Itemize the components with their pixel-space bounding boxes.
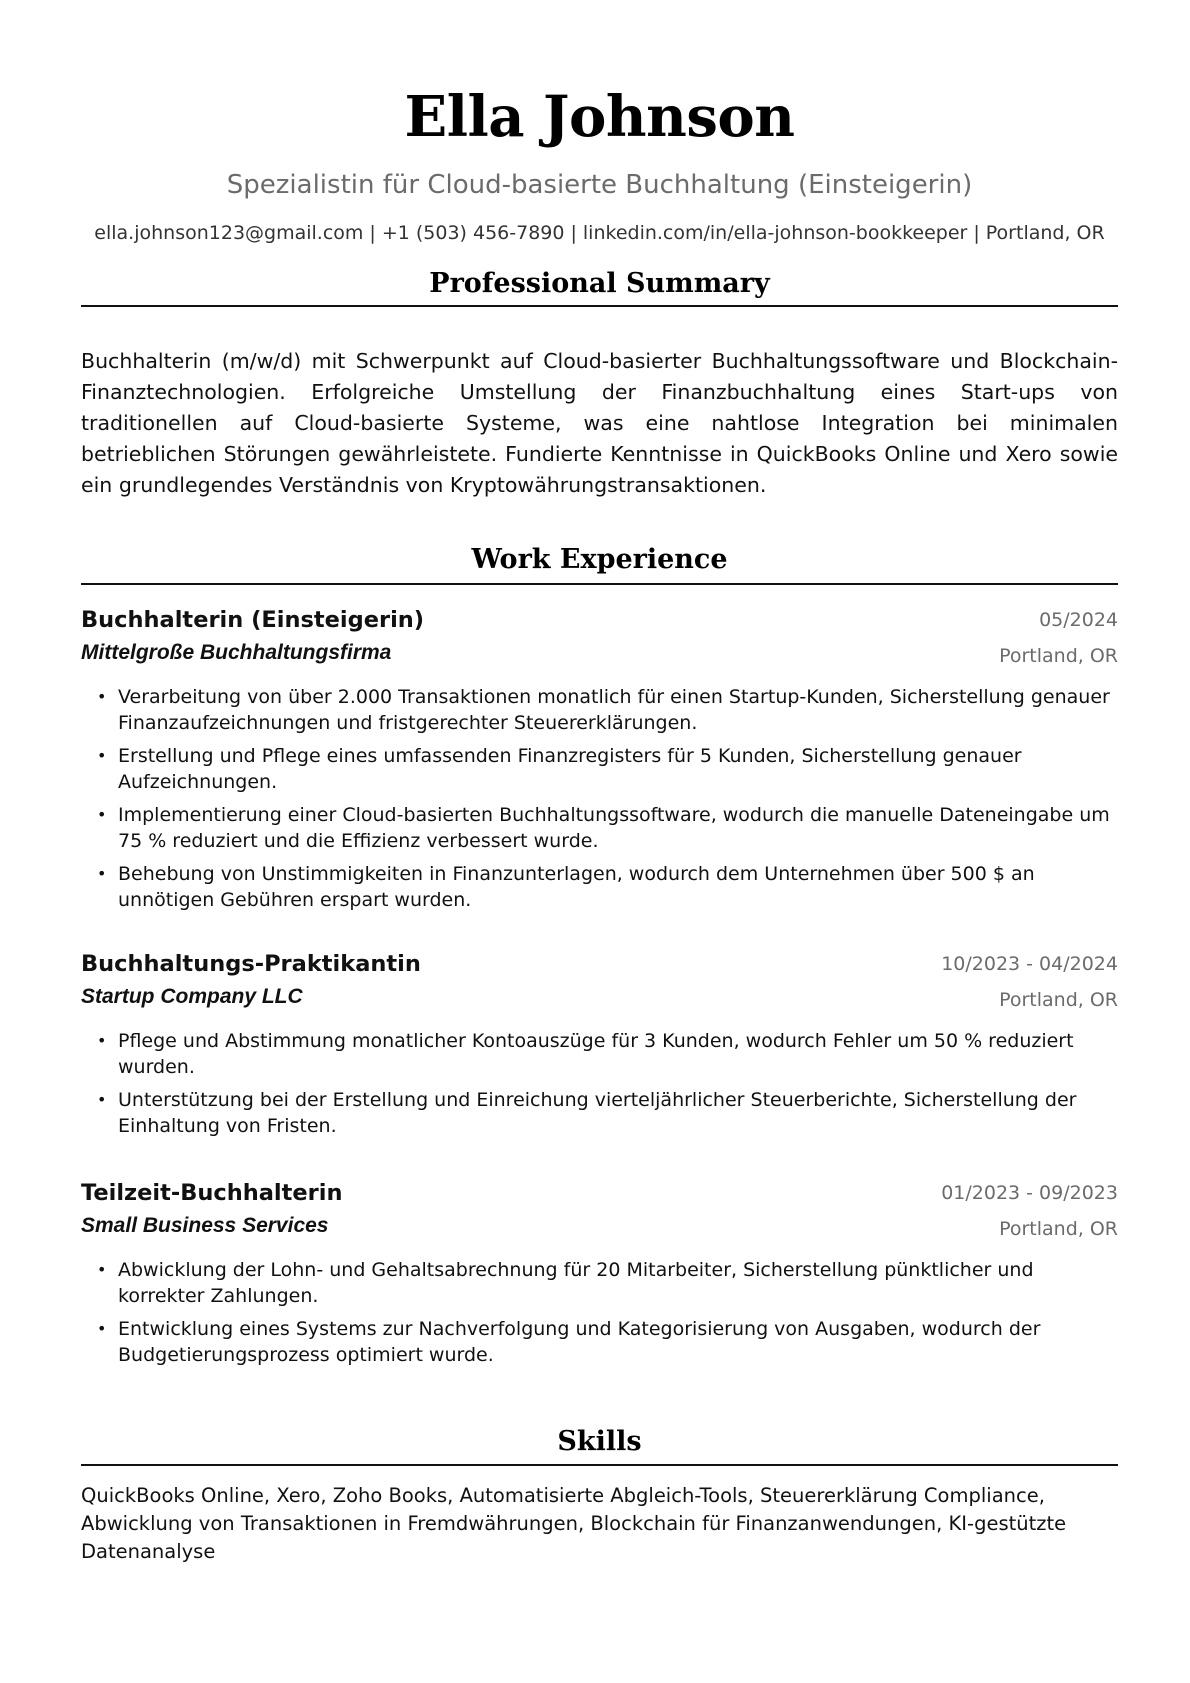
contact-separator: |: [369, 222, 376, 244]
job-title: Buchhalterin (Einsteigerin): [81, 607, 425, 633]
job-bullets: [81, 1028, 1118, 1139]
job-entry: [81, 1177, 1118, 1375]
summary-text: Buchhalterin (m/w/d) mit Schwerpunkt auf Cloud-basierter Buchhaltungssoftware und Blockchain-Finanztechnologien. Erfolgreiche Umstellung der Finanzbuchhaltung eines Start-ups von traditionellen auf Cloud-basierte Systeme, was eine nahtlose Integration bei minimalen betrieblichen Störungen gewährleistete. Fundierte Kenntnisse in QuickBooks Online und Xero sowie ein grundlegendes Verständnis von Kryptowährungstransaktionen.: [81, 349, 1118, 497]
job-bullets: [81, 684, 1118, 913]
job-company: Small Business Services: [81, 1214, 329, 1237]
job-bullets: [81, 1257, 1118, 1368]
job-bullet: • Erstellung und Pflege eines umfassenden Finanzregisters für 5 Kunden, Sicherstellung genauer Aufzeichnungen.: [81, 743, 1118, 795]
job-dates: 01/2023 - 09/2023: [941, 1182, 1118, 1204]
contact-email[interactable]: ella.johnson123@gmail.com: [94, 222, 364, 244]
job-bullet: • Verarbeitung von über 2.000 Transaktionen monatlich für einen Startup-Kunden, Sicherstellung genauer Finanzaufzeichnungen und fristgerechter Steuererklärungen.: [81, 684, 1118, 736]
contact-separator: |: [570, 222, 577, 244]
skills-text: QuickBooks Online, Xero, Zoho Books, Automatisierte Abgleich-Tools, Steuererklärung Compliance, Abwicklung von Transaktionen in Fremdwährungen, Blockchain für Finanzanwendungen, KI-gestützte Datenanalyse: [81, 1484, 1067, 1563]
job-title: Buchhaltungs-Praktikantin: [81, 951, 421, 977]
job-title: Teilzeit-Buchhalterin: [81, 1180, 343, 1206]
job-entry: [81, 948, 1118, 1146]
job-bullet: • Implementierung einer Cloud-basierten Buchhaltungssoftware, wodurch die manuelle Dateneingabe um 75 % reduziert und die Effizienz verbessert wurde.: [81, 802, 1118, 854]
section-divider: [81, 1464, 1118, 1466]
section-title-experience: Work Experience: [471, 544, 728, 575]
job-location: Portland, OR: [999, 645, 1118, 667]
job-bullet: • Pflege und Abstimmung monatlicher Kontoauszüge für 3 Kunden, wodurch Fehler um 50 % reduziert wurden.: [81, 1028, 1118, 1080]
job-bullet: • Entwicklung eines Systems zur Nachverfolgung und Kategorisierung von Ausgaben, wodurch der Budgetierungsprozess optimiert wurde.: [81, 1316, 1118, 1368]
contact-separator: |: [973, 222, 980, 244]
job-header: [81, 1177, 1118, 1247]
section-title-skills: Skills: [557, 1426, 642, 1457]
section-title-summary: Professional Summary: [429, 268, 770, 299]
job-location: Portland, OR: [999, 989, 1118, 1011]
job-bullet: • Unterstützung bei der Erstellung und Einreichung vierteljährlicher Steuerberichte, Sicherstellung der Einhaltung von Fristen.: [81, 1087, 1118, 1139]
job-header: [81, 604, 1118, 674]
job-entry: [81, 604, 1118, 920]
candidate-name: Ella Johnson: [404, 84, 795, 150]
section-divider: [81, 583, 1118, 585]
job-bullet: • Behebung von Unstimmigkeiten in Finanzunterlagen, wodurch dem Unternehmen über 500 $ an unnötigen Gebühren erspart wurden.: [81, 861, 1118, 913]
contact-line: [81, 220, 1118, 246]
job-company: Startup Company LLC: [81, 985, 303, 1008]
job-location: Portland, OR: [999, 1218, 1118, 1240]
section-divider: [81, 305, 1118, 307]
contact-linkedin[interactable]: linkedin.com/in/ella-johnson-bookkeeper: [582, 222, 968, 244]
candidate-headline: Spezialistin für Cloud-basierte Buchhaltung (Einsteigerin): [226, 170, 973, 200]
contact-phone[interactable]: +1 (503) 456-7890: [381, 222, 565, 244]
job-dates: 10/2023 - 04/2024: [941, 953, 1118, 975]
job-header: [81, 948, 1118, 1018]
job-dates: 05/2024: [1039, 609, 1118, 631]
job-company: Mittelgroße Buchhaltungsfirma: [81, 641, 392, 664]
job-bullet: • Abwicklung der Lohn- und Gehaltsabrechnung für 20 Mitarbeiter, Sicherstellung pünktlicher und korrekter Zahlungen.: [81, 1257, 1118, 1309]
contact-location: Portland, OR: [985, 222, 1105, 244]
